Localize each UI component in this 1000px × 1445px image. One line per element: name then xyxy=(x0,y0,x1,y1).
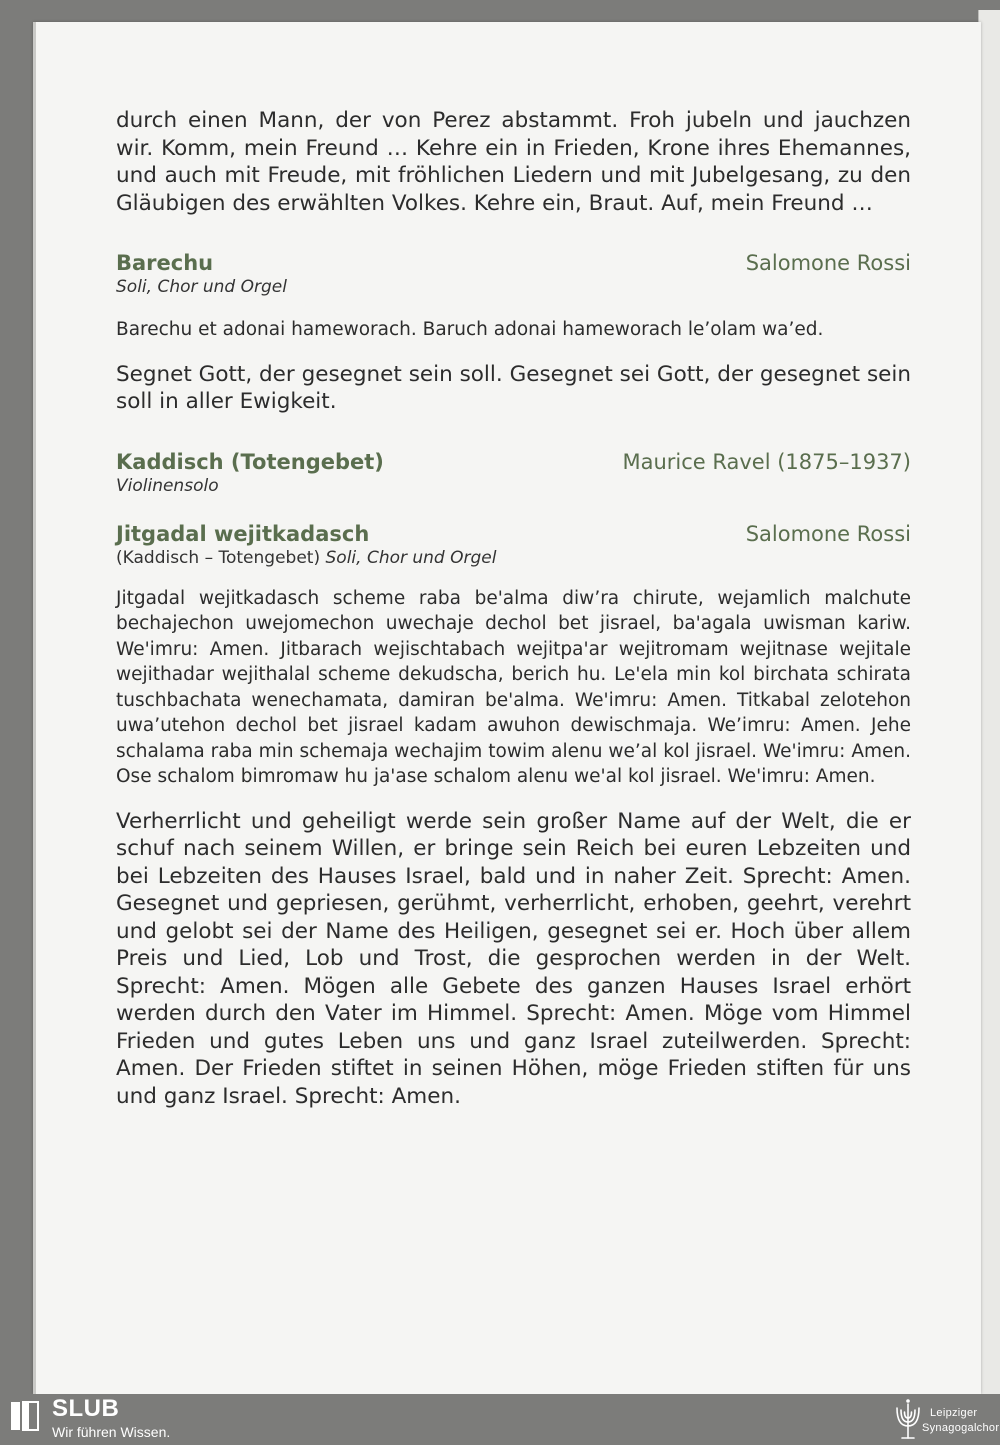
translation-text: Verherrlicht und geheiligt werde sein großer Name auf der Welt, die er schuf nach seinem Willen, er bringe sein Reich bei euren Lebzeiten und bei Lebzeiten des Hauses Israel, bald und in naher Zeit. Sprecht: Amen. Gesegnet und gepriesen, gerühmt, verherrlicht, erhoben, geehrt, verehrt und gelobt sei der Name des Heiligen, gesegnet sei er. Hoch über allem Preis und Lied, Lob und Trost, die gesprochen werden in der Welt. Sprecht: Amen. Mögen alle Gebete des ganzen Hauses Israel erhört werden durch den Vater im Himmel. Sprecht: Amen. Möge vom Himmel Frieden und gutes Leben uns und ganz Israel zuteilwerden. Sprecht: Amen. Der Frieden stiftet in seinen Höhen, möge Frieden stiften für uns und ganz Israel. Sprecht: Amen. xyxy=(116,808,911,1109)
kaddisch-heading xyxy=(116,450,911,474)
section-title: Kaddisch (Totengebet) xyxy=(116,449,384,474)
document-page xyxy=(33,22,981,1394)
transliteration-text: Barechu et adonai hameworach. Baruch adonai hameworach le’olam wa’ed. xyxy=(116,319,824,340)
menorah-logo-icon xyxy=(893,1396,923,1442)
subtitle-prefix: (Kaddisch – Totengebet) xyxy=(116,547,321,568)
intro-paragraph: durch einen Mann, der von Perez abstammt. Froh jubeln und jauchzen wir. Komm, mein Freund … Kehre ein in Frieden, Krone ihres Ehemannes, und auch mit Freude, mit fröhlichen Liedern und mit Jubelgesang, zu den Gläubigen des erwählten Volkes. Kehre ein, Braut. Auf, mein Freund … xyxy=(116,108,911,216)
section-title: Barechu xyxy=(116,251,214,275)
chor-name-line2: Synagogalchor xyxy=(922,1422,1000,1434)
section-title: Jitgadal wejitkadasch xyxy=(116,521,370,546)
composer-name: Maurice Ravel (1875–1937) xyxy=(622,449,911,474)
chor-name-line1: Leipziger xyxy=(930,1407,978,1419)
page-edge xyxy=(978,10,1000,1400)
transliteration-text: Jitgadal wejitkadasch scheme raba be'alma diw’ra chirute, wejamlich malchute bechajechon uwejomechon uwechaje dechol bet jisrael, ba'agala uwisman kariw. We'imru: Amen. Jitbarach wejischtabach wejitpa'ar wejitromam wejitnase wejitale wejithadar wejithalal scheme dekudscha, berich hu. Le'ela min kol birchata schirata tuschbachata wenechamata, damiran be'alma. We'imru: Amen. Titkabal zelotehon uwa’utehon dechol bet jisrael kadam awuhon dewischmaja. We’imru: Amen. Jehe schalama raba min schemaja wechajim towim alenu we’al kol jisrael. We'imru: Amen. Ose schalom bimromaw hu ja'ase schalom alenu we'al kol jisrael. We'imru: Amen. xyxy=(116,587,911,787)
translation-text: Segnet Gott, der gesegnet sein soll. Gesegnet sei Gott, der gesegnet sein soll in aller Ewigkeit. xyxy=(116,361,911,414)
page-content xyxy=(116,107,911,1110)
barechu-heading xyxy=(116,251,911,275)
section-subtitle xyxy=(116,548,911,568)
composer-name: Salomone Rossi xyxy=(745,521,911,546)
section-subtitle: Violinensolo xyxy=(116,475,219,496)
jitgadal-heading xyxy=(116,522,911,546)
section-subtitle: Soli, Chor und Orgel xyxy=(116,277,287,297)
subtitle-italic: Soli, Chor und Orgel xyxy=(325,547,497,568)
composer-name: Salomone Rossi xyxy=(745,251,911,275)
slub-logo-icon xyxy=(10,1400,40,1432)
viewer-footer xyxy=(0,1394,1000,1445)
slub-tagline: Wir führen Wissen. xyxy=(52,1424,171,1440)
slub-name: SLUB xyxy=(52,1395,120,1422)
